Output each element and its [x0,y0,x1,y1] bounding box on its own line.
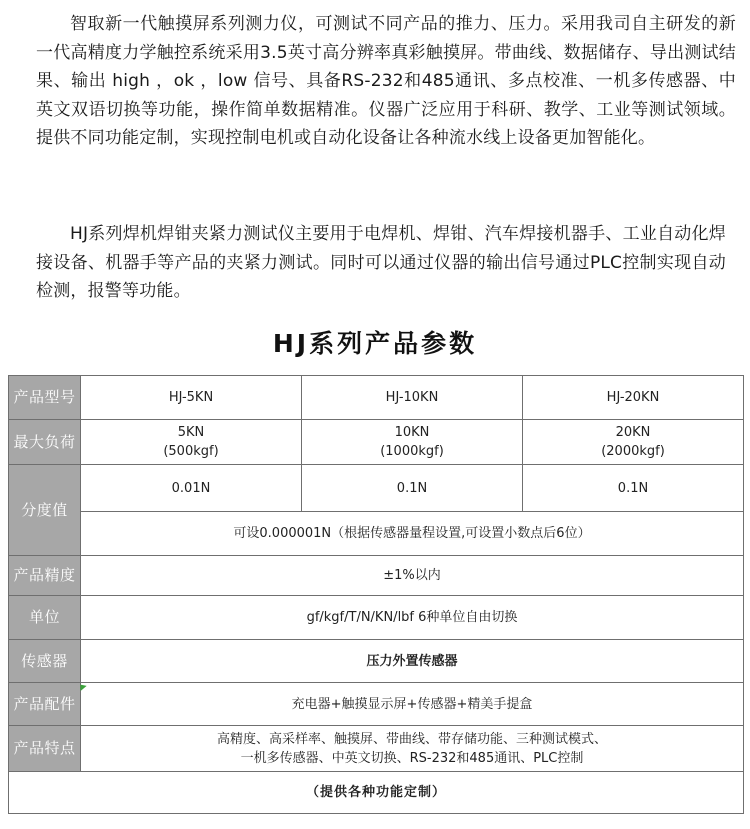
label-sensor: 传感器 [9,640,81,683]
features-cell [81,726,744,772]
label-unit: 单位 [9,596,81,640]
features-line-1: 高精度、高采样率、触摸屏、带曲线、带存储功能、三种测试模式、 [216,731,607,747]
label-resolution: 分度值 [9,465,81,556]
resolution-value: 0.1N [523,465,744,512]
max-load-kgf: (1000kgf) [380,444,444,459]
intro-paragraph-1: 智取新一代触摸屏系列测力仪，可测试不同产品的推力、压力。采用我司自主研发的新一代高精度力学触控系统采用3.5英寸高分辨率真彩触摸屏。带曲线、数据储存、导出测试结果、输出 high ，ok ，low 信号、具备RS-232和485通讯、多点校准、一机多传感器、中英文双语切换等功能，操作简单数据精准。仪器广泛应用于科研、教学、工业等测试领域。提供不同功能定制，实现控制电机或自动化设备让各种流水线上设备更加智能化。 [36,14,736,148]
intro-paragraph-2-block [36,220,726,306]
label-max-load: 最大负荷 [9,420,81,465]
sensor-value: 压力外置传感器 [81,640,744,683]
intro-paragraph-2: HJ系列焊机焊钳夹紧力测试仪主要用于电焊机、焊钳、汽车焊接机器手、工业自动化焊接设备、机器手等产品的夹紧力测试。同时可以通过仪器的输出信号通过PLC控制实现自动检测，报警等功能。 [36,224,726,301]
row-unit [9,596,744,640]
row-max-load [9,420,744,465]
model-value: HJ-10KN [302,376,523,420]
max-load-kgf: (2000kgf) [601,444,665,459]
max-load-kgf: (500kgf) [163,444,219,459]
model-value: HJ-5KN [81,376,302,420]
resolution-note: 可设0.000001N（根据传感器量程设置,可设置小数点后6位） [81,512,744,556]
max-load-value: 5KN [177,425,205,440]
accuracy-value: ±1%以内 [81,556,744,596]
row-resolution-note [9,512,744,556]
row-footer-note [9,772,744,814]
max-load-value: 10KN [394,425,430,440]
row-sensor [9,640,744,683]
row-resolution [9,465,744,512]
params-table [8,375,744,814]
label-features: 产品特点 [9,726,81,772]
resolution-value: 0.01N [81,465,302,512]
label-accessories: 产品配件 [9,683,81,726]
row-accessories [9,683,744,726]
label-model: 产品型号 [9,376,81,420]
label-accuracy: 产品精度 [9,556,81,596]
max-load-value: 20KN [615,425,651,440]
features-line-2: 一机多传感器、中英文切换、RS-232和485通讯、PLC控制 [240,750,584,766]
row-accuracy [9,556,744,596]
model-value: HJ-20KN [523,376,744,420]
max-load-cell [523,420,744,465]
max-load-cell [302,420,523,465]
accessories-value: 充电器+触摸显示屏+传感器+精美手提盒 [81,683,744,726]
resolution-value: 0.1N [302,465,523,512]
max-load-cell [81,420,302,465]
unit-value: gf/kgf/T/N/KN/lbf 6种单位自由切换 [81,596,744,640]
row-features [9,726,744,772]
row-model [9,376,744,420]
params-title: HJ系列产品参数 [272,329,478,358]
intro-paragraph-1-block [36,10,736,153]
custom-function-note: （提供各种功能定制） [9,772,744,814]
